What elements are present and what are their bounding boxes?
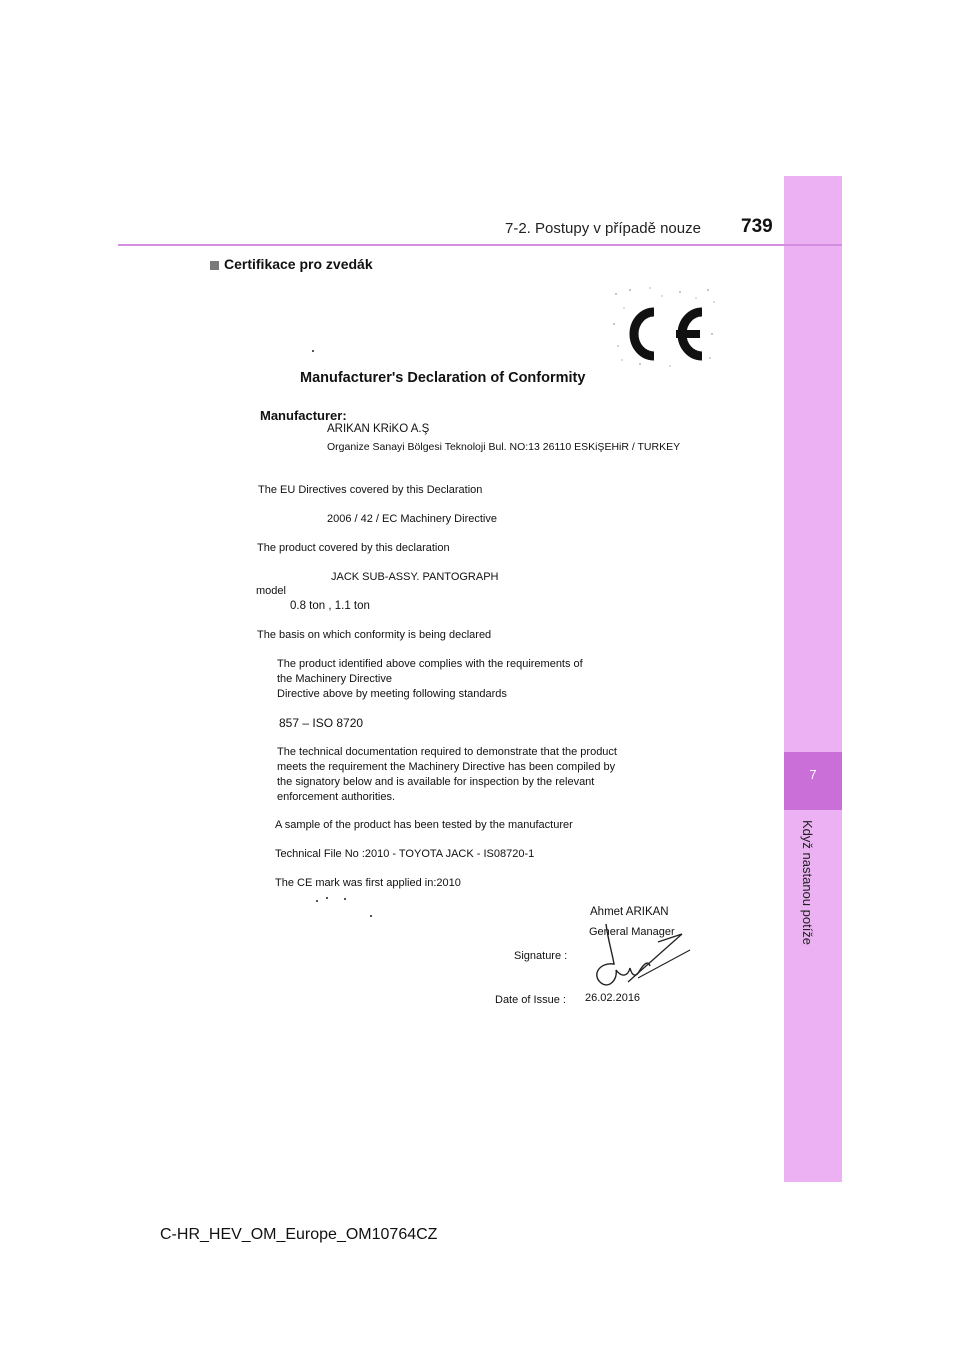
page-number: 739 [741, 216, 773, 237]
model-value: 0.8 ton , 1.1 ton [290, 600, 370, 612]
ce-mark-icon [610, 284, 720, 370]
signature-label: Signature : [514, 950, 568, 962]
product-label: The product covered by this declaration [257, 542, 450, 554]
basis-line-3: Directive above by meeting following standards [277, 688, 507, 700]
header-section-title: 7-2. Postupy v případě nouze [505, 220, 701, 237]
standard-value: 857 – ISO 8720 [279, 716, 364, 730]
ce-applied-text: The CE mark was first applied in:2010 [275, 877, 461, 889]
handwritten-signature-icon [578, 920, 698, 998]
manufacturer-name: ARIKAN KRiKO A.Ş [327, 423, 430, 435]
chapter-number-badge: 7 [784, 752, 842, 810]
document-code-footer: C-HR_HEV_OM_Europe_OM10764CZ [160, 1226, 438, 1243]
chapter-title-vertical: Když nastanou potíže [800, 820, 815, 946]
technical-file: Technical File No :2010 - TOYOTA JACK - IS08720-1 [275, 848, 535, 860]
section-heading [210, 256, 373, 272]
directives-label: The EU Directives covered by this Declaration [258, 484, 483, 496]
date-label: Date of Issue : [495, 994, 566, 1006]
basis-line-1: The product identified above complies with the requirements of [277, 658, 583, 670]
basis-line-2: the Machinery Directive [277, 673, 392, 685]
manufacturer-address: Organize Sanayi Bölgesi Teknoloji Bul. NO:13 26110 ESKiŞEHiR / TURKEY [327, 441, 681, 453]
scan-speck [312, 350, 314, 352]
header-divider [118, 244, 842, 246]
scan-speck [316, 900, 318, 902]
section-heading-text: Certifikace pro zvedák [224, 256, 373, 272]
date-value: 26.02.2016 [585, 992, 641, 1004]
techdoc-line-2: meets the requirement the Machinery Directive has been compiled by [277, 761, 616, 773]
techdoc-line-3: the signatory below and is available for inspection by the relevant [277, 776, 595, 788]
sample-text: A sample of the product has been tested by the manufacturer [275, 819, 573, 831]
techdoc-line-4: enforcement authorities. [277, 791, 396, 803]
signer-title: General Manager [589, 926, 675, 938]
model-label: model [256, 585, 286, 597]
scan-speck [344, 898, 346, 900]
product-name: JACK SUB-ASSY. PANTOGRAPH [331, 571, 499, 583]
techdoc-line-1: The technical documentation required to demonstrate that the product [277, 746, 617, 758]
basis-label: The basis on which conformity is being declared [257, 629, 492, 641]
declaration-title: Manufacturer's Declaration of Conformity [300, 370, 586, 386]
directive-value: 2006 / 42 / EC Machinery Directive [327, 513, 497, 525]
signer-name: Ahmet ARIKAN [590, 906, 669, 918]
scan-speck [326, 897, 328, 899]
square-bullet-icon [210, 261, 219, 270]
manufacturer-label: Manufacturer: [260, 408, 347, 423]
scan-speck [370, 915, 372, 917]
